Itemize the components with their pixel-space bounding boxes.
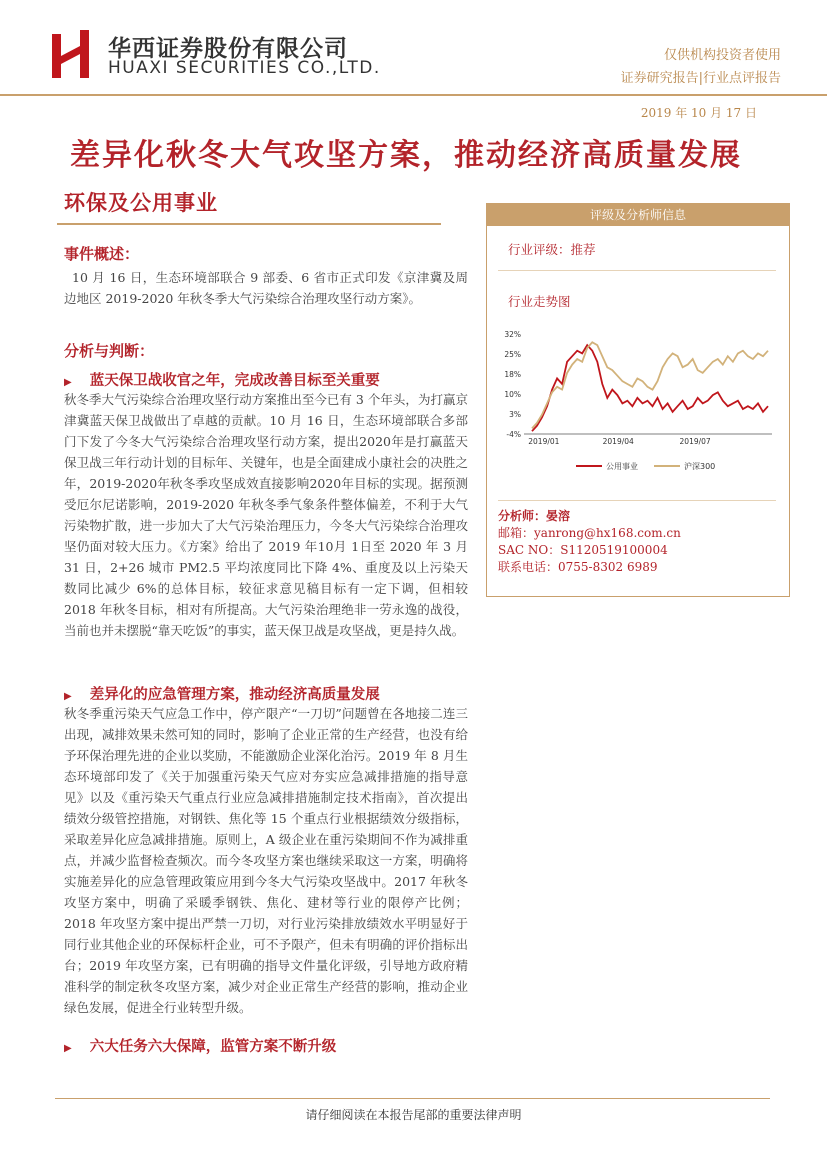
section-title-text: 差异化的应急管理方案，推动经济高质量发展 [89,686,380,703]
panel-header: 评级及分析师信息 [487,204,789,226]
company-name-cn: 华西证券股份有限公司 [108,36,348,62]
panel-divider [498,270,776,271]
analysis-heading: 分析与判断： [64,342,155,360]
email-label: 邮箱： [498,526,535,540]
bullet-triangle-icon: ▶ [64,1043,72,1054]
x-tick-label: 2019/07 [679,437,711,446]
report-date: 2019 年 10 月 17 日 [640,106,757,120]
report-type: 证券研究报告|行业点评报告 [620,71,781,86]
section-3-title [64,1035,336,1056]
bullet-triangle-icon: ▶ [64,691,72,702]
analyst-sac-row [498,541,668,558]
section-2-title [64,683,380,704]
industry-rating: 行业评级：推荐 [508,242,596,257]
section-2-body [64,703,468,1018]
analyst-name [498,507,570,524]
analyst-sac: S1120519100004 [560,543,668,557]
event-heading: 事件概述： [64,245,140,263]
section-paragraph: 秋冬季重污染天气应急工作中，停产限产“一刀切”问题曾在各地接二连三出现，减排效果未然可知的同时，影响了企业正常的生产经营，也没有给予环保治理先进的企业以奖励，不能激励企业深化治污。2019 年 8 月生态环境部印发了《关于加强重污染天气应对夯实应急减排措施的指导意见》以及《重污染天气重点行业应急减排措施制定技术指南》，首次提出绩效分级管控措施，对钢铁、焦化等 15 个重点行业根据绩效分级指标，采取差异化应急减排措施。原则上，A 级企业在重污染期间不作为减排重点，并减少监督检查频次。而今冬攻坚方案也继续采取这一方案，明确将实施差异化的应急管理政策应用到今冬大气污染攻坚战中。2017 年秋冬攻坚方案中，明确了采暖季钢铁、焦化、建材等行业的限停产比例；2018 年攻坚方案中提出严禁一刀切，对行业污染排放绩效水平明显好于同行业其他企业的环保标杆企业，可不予限产，但未有明确的评价指标出台；2019 年攻坚方案，已有明确的指导文件量化评级，引导地方政府精准科学的制定秋冬攻坚方案，减少对企业正常生产经营的影响，推动企业绿色发展，促进全行业转型升级。 [64,706,468,1015]
y-tick-label: 32% [504,330,521,339]
sector-name: 环保及公用事业 [64,190,218,215]
bullet-triangle-icon: ▶ [64,377,72,388]
panel-divider [498,500,776,501]
analyst-email-row [498,524,681,541]
legend-label: 公用事业 [606,462,638,471]
phone-label: 联系电话： [498,560,559,574]
sector-divider [57,223,441,225]
analyst-phone-row [498,558,658,575]
company-logo [52,30,94,78]
section-paragraph: 秋冬季大气污染综合治理攻坚行动方案推出至今已有 3 个年头，为打赢京津冀蓝天保卫战做出了卓越的贡献。10 月 16 日，生态环境部联合多部门下发了今冬大气污染综合治理攻坚行动方案，提出2020年是打赢蓝天保卫战三年行动计划的目标年、关键年，也是全面建成小康社会的决胜之年，2019-2020年秋冬季攻坚成效直接影响2020年目标的实现。据预测受厄尔尼诺影响，2019-2020 年秋冬季气象条件整体偏差，不利于大气污染物扩散，进一步加大了大气污染治理压力，今冬大气污染综合治理攻坚仍面对较大压力。《方案》给出了 2019 年10月 1日至 2020 年 3 月 31 日，2+26 城市 PM2.5 平均浓度同比下降 4%、重度及以上污染天数同比减少 6%的总体目标，较征求意见稿目标有一定下调，但相较 2018 年秋冬目标，相对有所提高。大气污染治理绝非一劳永逸的战役，当前也并未摆脱“靠天吃饭”的事实，蓝天保卫战是攻坚战，更是持久战。 [64,392,468,638]
analyst-email[interactable]: yanrong@hx168.com.cn [534,526,681,540]
company-name-en: HUAXI SECURITIES CO.,LTD. [108,58,381,78]
event-paragraph: 10 月 16 日，生态环境部联合 9 部委、6 省市正式印发《京津冀及周边地区 2019-2020 年秋冬季大气污染综合治理攻坚行动方案》。 [64,270,468,306]
report-title: 差异化秋冬大气攻坚方案，推动经济高质量发展 [70,138,742,173]
analyst-phone: 0755-8302 6989 [558,560,658,574]
chart-heading: 行业走势图 [508,294,571,309]
footer-divider [55,1098,770,1099]
section-title-text: 蓝天保卫战收官之年，完成改善目标至关重要 [89,372,380,389]
section-1-body [64,389,468,641]
header-divider [0,94,827,96]
series-line-2 [532,342,768,428]
y-tick-label: 18% [504,370,521,379]
y-tick-label: 10% [504,390,521,399]
audience-note: 仅供机构投资者使用 [663,48,781,63]
industry-trend-chart [496,322,784,482]
y-tick-label: 3% [509,410,521,419]
legend-label: 沪深300 [684,462,716,471]
section-1-title [64,369,380,390]
x-tick-label: 2019/01 [528,437,560,446]
y-tick-label: -4% [506,430,521,439]
analyst-name-text: 分析师：晏溶 [498,509,571,523]
section-title-text: 六大任务六大保障，监管方案不断升级 [89,1038,337,1055]
legal-notice: 请仔细阅读在本报告尾部的重要法律声明 [305,1108,522,1122]
sac-label: SAC NO： [498,543,561,557]
event-text [64,267,468,309]
x-tick-label: 2019/04 [602,437,634,446]
y-tick-label: 25% [504,350,521,359]
